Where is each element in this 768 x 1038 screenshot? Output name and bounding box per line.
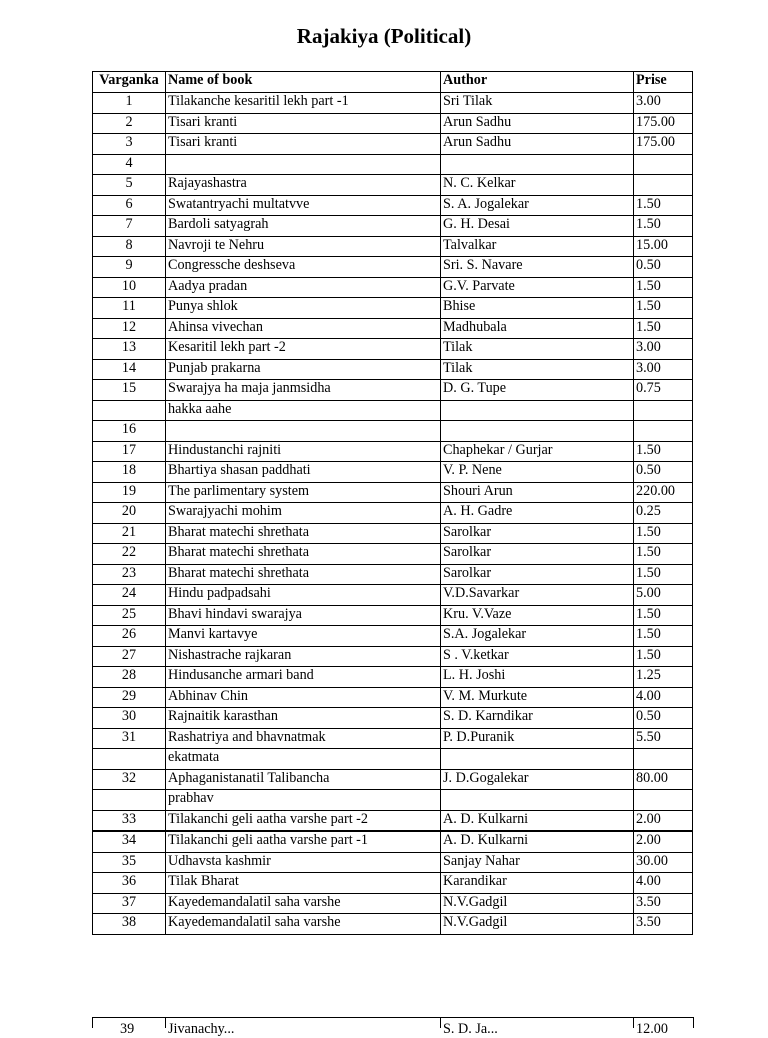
cell-varganka: 4 [93,154,166,175]
cell-varganka [93,400,166,421]
table-row [93,195,693,216]
cell-author: Sanjay Nahar [441,852,634,873]
cell-price: 175.00 [634,113,693,134]
cell-price: 3.50 [634,893,693,914]
cell-price: 1.50 [634,626,693,647]
cell-author: V. P. Nene [441,462,634,483]
cell-price: 1.50 [634,441,693,462]
cell-author: S. D. Karndikar [441,708,634,729]
cell-author [441,749,634,770]
cell-book-name: Kesaritil lekh part -2 [166,339,441,360]
cell-varganka: 22 [93,544,166,565]
cell-price [634,749,693,770]
cell-price [634,154,693,175]
cell-varganka: 1 [93,93,166,114]
cell-price [634,400,693,421]
cell-author: A. D. Kulkarni [441,831,634,852]
cell-price: 1.50 [634,544,693,565]
table-row [93,728,693,749]
table-row [93,277,693,298]
table-row [93,298,693,319]
table-row [93,421,693,442]
cell-book-name: ekatmata [166,749,441,770]
cell-varganka: 2 [93,113,166,134]
table-row [93,113,693,134]
cell-author: Arun Sadhu [441,113,634,134]
cell-varganka: 16 [93,421,166,442]
cell-book-name: prabhav [166,790,441,811]
cell-author: V. M. Murkute [441,687,634,708]
cell-book-name: Kayedemandalatil saha varshe [166,914,441,935]
cell-price: 1.50 [634,298,693,319]
cell-book-name: Aphaganistanatil Talibancha [166,769,441,790]
cell-book-name: Navroji te Nehru [166,236,441,257]
cell-book-name: Kayedemandalatil saha varshe [166,893,441,914]
table-row [93,790,693,811]
cell-author: S . V.ketkar [441,646,634,667]
next-row-no: 39 [120,1021,135,1037]
cell-author: N. C. Kelkar [441,175,634,196]
cell-varganka: 12 [93,318,166,339]
cell-price: 0.50 [634,708,693,729]
cell-price: 1.50 [634,277,693,298]
cell-varganka: 31 [93,728,166,749]
cell-book-name: Tisari kranti [166,113,441,134]
table-row [93,667,693,688]
table-row [93,914,693,935]
table-row [93,708,693,729]
table-row [93,359,693,380]
cell-price: 15.00 [634,236,693,257]
table-row [93,564,693,585]
cell-price: 220.00 [634,482,693,503]
cell-book-name: hakka aahe [166,400,441,421]
cell-price [634,421,693,442]
cell-author: Sri. S. Navare [441,257,634,278]
cell-author: L. H. Joshi [441,667,634,688]
cell-price: 3.00 [634,339,693,360]
cell-varganka: 10 [93,277,166,298]
cell-book-name: Swarajya ha maja janmsidha [166,380,441,401]
cell-author: Sri Tilak [441,93,634,114]
cell-varganka: 37 [93,893,166,914]
cell-book-name: Swatantryachi multatvve [166,195,441,216]
cell-book-name: Rashatriya and bhavnatmak [166,728,441,749]
cell-price: 80.00 [634,769,693,790]
table-row [93,482,693,503]
table-row [93,154,693,175]
cell-author: Talvalkar [441,236,634,257]
table-row [93,134,693,155]
cell-price [634,790,693,811]
cell-varganka: 34 [93,831,166,852]
cell-varganka: 15 [93,380,166,401]
cell-book-name: Hindu padpadsahi [166,585,441,606]
cell-price: 175.00 [634,134,693,155]
cell-book-name: Rajnaitik karasthan [166,708,441,729]
cell-author: Sarolkar [441,523,634,544]
cell-author: D. G. Tupe [441,380,634,401]
cell-price: 5.00 [634,585,693,606]
cell-author: J. D.Gogalekar [441,769,634,790]
table-row [93,852,693,873]
cell-book-name: Ahinsa vivechan [166,318,441,339]
cell-book-name: Manvi kartavye [166,626,441,647]
cell-author: Shouri Arun [441,482,634,503]
cell-author: G.V. Parvate [441,277,634,298]
table-row [93,585,693,606]
cell-price: 0.25 [634,503,693,524]
cell-price: 5.50 [634,728,693,749]
cell-varganka: 5 [93,175,166,196]
cell-varganka: 9 [93,257,166,278]
cell-varganka: 3 [93,134,166,155]
cell-varganka: 11 [93,298,166,319]
table-row [93,523,693,544]
table-row [93,380,693,401]
table-row [93,769,693,790]
table-row [93,873,693,894]
cell-price: 1.50 [634,564,693,585]
cell-book-name: Bharat matechi shrethata [166,523,441,544]
cell-book-name: Bhavi hindavi swarajya [166,605,441,626]
cell-book-name: Bharat matechi shrethata [166,544,441,565]
table-row [93,236,693,257]
next-page-row-clipped [92,1017,694,1038]
header-name: Name of book [166,72,441,93]
table-row [93,400,693,421]
cell-author: Sarolkar [441,564,634,585]
cell-price: 1.50 [634,195,693,216]
cell-price: 3.00 [634,359,693,380]
table-row [93,646,693,667]
cell-book-name: Punya shlok [166,298,441,319]
cell-book-name: Tisari kranti [166,134,441,155]
next-row-price: 12.00 [636,1021,668,1037]
cell-author: G. H. Desai [441,216,634,237]
table-row [93,605,693,626]
table-row [93,441,693,462]
cell-author: Madhubala [441,318,634,339]
cell-author: Tilak [441,339,634,360]
table-row [93,544,693,565]
cell-price: 4.00 [634,873,693,894]
cell-price: 1.50 [634,646,693,667]
cell-book-name: Swarajyachi mohim [166,503,441,524]
cell-varganka: 25 [93,605,166,626]
cell-varganka: 29 [93,687,166,708]
cell-varganka: 18 [93,462,166,483]
cell-varganka: 30 [93,708,166,729]
cell-author: N.V.Gadgil [441,893,634,914]
cell-varganka: 32 [93,769,166,790]
page-title: Rajakiya (Political) [296,24,472,48]
header-price: Prise [634,72,693,93]
cell-varganka: 35 [93,852,166,873]
cell-price: 1.50 [634,216,693,237]
table-row [93,462,693,483]
cell-varganka [93,790,166,811]
cell-author: Bhise [441,298,634,319]
cell-book-name: Abhinav Chin [166,687,441,708]
cell-author: A. H. Gadre [441,503,634,524]
cell-book-name [166,421,441,442]
cell-varganka: 24 [93,585,166,606]
cell-price [634,175,693,196]
cell-author: Sarolkar [441,544,634,565]
book-table [92,71,693,935]
cell-book-name: The parlimentary system [166,482,441,503]
table-row [93,175,693,196]
cell-varganka: 19 [93,482,166,503]
cell-price: 1.50 [634,523,693,544]
cell-book-name: Hindusanche armari band [166,667,441,688]
cell-book-name: Tilak Bharat [166,873,441,894]
cell-book-name: Punjab prakarna [166,359,441,380]
cell-varganka: 20 [93,503,166,524]
cell-varganka: 26 [93,626,166,647]
cell-varganka: 6 [93,195,166,216]
cell-varganka: 14 [93,359,166,380]
cell-book-name: Udhavsta kashmir [166,852,441,873]
cell-author [441,400,634,421]
cell-author [441,421,634,442]
cell-author: S. A. Jogalekar [441,195,634,216]
cell-price: 2.00 [634,831,693,852]
cell-author: A. D. Kulkarni [441,810,634,831]
cell-author: V.D.Savarkar [441,585,634,606]
cell-varganka: 28 [93,667,166,688]
cell-book-name: Nishastrache rajkaran [166,646,441,667]
cell-price: 3.50 [634,914,693,935]
cell-varganka: 33 [93,810,166,831]
cell-book-name: Congressche deshseva [166,257,441,278]
cell-price: 0.50 [634,257,693,278]
cell-varganka: 8 [93,236,166,257]
cell-price: 3.00 [634,93,693,114]
header-author: Author [441,72,634,93]
cell-book-name: Aadya pradan [166,277,441,298]
cell-price: 0.75 [634,380,693,401]
table-row [93,93,693,114]
cell-varganka [93,749,166,770]
cell-varganka: 36 [93,873,166,894]
table-row [93,831,693,852]
table-row [93,257,693,278]
cell-varganka: 27 [93,646,166,667]
cell-author: Arun Sadhu [441,134,634,155]
cell-author: Kru. V.Vaze [441,605,634,626]
cell-book-name: Hindustanchi rajniti [166,441,441,462]
cell-author [441,790,634,811]
table-row [93,339,693,360]
table-row [93,687,693,708]
cell-varganka: 7 [93,216,166,237]
next-row-name: Jivanachy... [168,1021,235,1037]
cell-book-name: Tilakanche kesaritil lekh part -1 [166,93,441,114]
cell-book-name: Bardoli satyagrah [166,216,441,237]
cell-price: 4.00 [634,687,693,708]
cell-price: 0.50 [634,462,693,483]
cell-book-name [166,154,441,175]
table-row [93,810,693,831]
table-row [93,749,693,770]
cell-varganka: 23 [93,564,166,585]
table-row [93,893,693,914]
cell-price: 1.50 [634,605,693,626]
cell-book-name: Tilakanchi geli aatha varshe part -1 [166,831,441,852]
header-varganka: Varganka [93,72,166,93]
cell-author: S.A. Jogalekar [441,626,634,647]
cell-author: Chaphekar / Gurjar [441,441,634,462]
cell-book-name: Bharat matechi shrethata [166,564,441,585]
table-row [93,503,693,524]
table-row [93,626,693,647]
cell-author: N.V.Gadgil [441,914,634,935]
cell-price: 30.00 [634,852,693,873]
cell-varganka: 13 [93,339,166,360]
cell-author: P. D.Puranik [441,728,634,749]
cell-price: 2.00 [634,810,693,831]
cell-price: 1.25 [634,667,693,688]
table-row [93,216,693,237]
table-header-row [93,72,693,93]
cell-book-name: Bhartiya shasan paddhati [166,462,441,483]
cell-author: Tilak [441,359,634,380]
cell-varganka: 21 [93,523,166,544]
cell-book-name: Rajayashastra [166,175,441,196]
cell-author: Karandikar [441,873,634,894]
cell-varganka: 17 [93,441,166,462]
table-row [93,318,693,339]
cell-price: 1.50 [634,318,693,339]
cell-book-name: Tilakanchi geli aatha varshe part -2 [166,810,441,831]
cell-varganka: 38 [93,914,166,935]
next-row-author: S. D. Ja... [443,1021,498,1037]
cell-author [441,154,634,175]
